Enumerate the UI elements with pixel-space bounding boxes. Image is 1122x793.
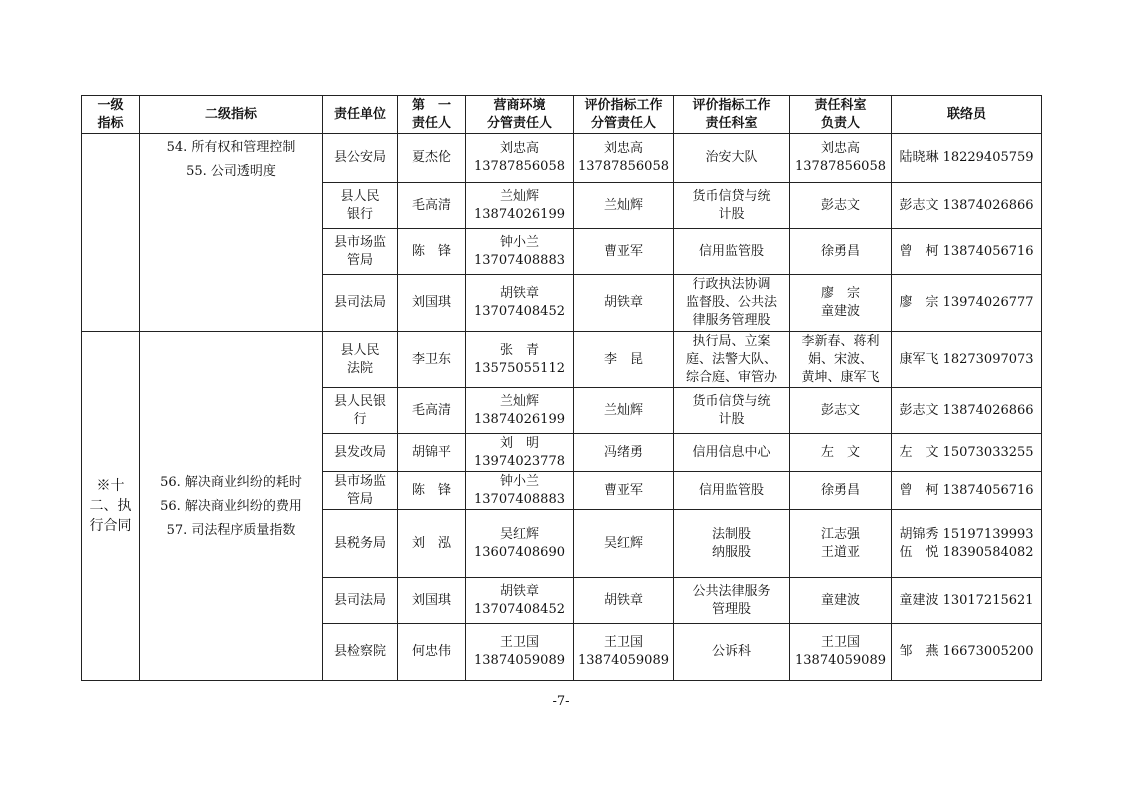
cell-env-manager: 吴红辉 13607408690 [466, 510, 574, 578]
cell-indicator-manager: 胡铁章 [574, 578, 674, 624]
cell-indicator-manager: 刘忠高 13787856058 [574, 134, 674, 183]
cell-unit: 县人民 银行 [323, 183, 398, 229]
cell-unit: 县市场监 管局 [323, 472, 398, 510]
cell-unit: 县人民银 行 [323, 388, 398, 434]
header-env-manager: 营商环境 分管责任人 [466, 96, 574, 134]
header-liaison: 联络员 [892, 96, 1042, 134]
cell-env-manager: 兰灿辉 13874026199 [466, 183, 574, 229]
cell-first-person: 何忠伟 [398, 624, 466, 681]
cell-indicator-dept: 信用监管股 [674, 472, 790, 510]
responsibility-table [81, 95, 1042, 681]
cell-first-person: 李卫东 [398, 332, 466, 388]
cell-liaison: 曾 柯 13874056716 [892, 472, 1042, 510]
cell-indicator-manager: 李 昆 [574, 332, 674, 388]
cell-env-manager: 刘 明 13974023778 [466, 434, 574, 472]
cell-env-manager: 钟小兰 13707408883 [466, 472, 574, 510]
cell-dept-head: 王卫国 13874059089 [790, 624, 892, 681]
cell-first-person: 刘 泓 [398, 510, 466, 578]
cell-env-manager: 刘忠高 13787856058 [466, 134, 574, 183]
cell-indicator-dept: 信用信息中心 [674, 434, 790, 472]
cell-liaison: 胡锦秀 15197139993 伍 悦 18390584082 [892, 510, 1042, 578]
header-indicator-dept: 评价指标工作 责任科室 [674, 96, 790, 134]
cell-liaison: 童建波 13017215621 [892, 578, 1042, 624]
cell-liaison: 彭志文 13874026866 [892, 183, 1042, 229]
cell-first-person: 刘国琪 [398, 578, 466, 624]
cell-dept-head: 徐勇昌 [790, 229, 892, 275]
page-number: -7- [552, 694, 570, 709]
cell-first-person: 毛高清 [398, 183, 466, 229]
cell-unit: 县发改局 [323, 434, 398, 472]
cell-indicator-dept: 行政执法协调 监督股、公共法 律服务管理股 [674, 275, 790, 332]
cell-first-person: 陈 锋 [398, 472, 466, 510]
cell-env-manager: 张 青 13575055112 [466, 332, 574, 388]
cell-env-manager: 钟小兰 13707408883 [466, 229, 574, 275]
header-level2: 二级指标 [140, 96, 323, 134]
cell-first-person: 毛高清 [398, 388, 466, 434]
cell-dept-head: 彭志文 [790, 183, 892, 229]
header-indicator-manager: 评价指标工作 分管责任人 [574, 96, 674, 134]
cell-indicator-dept: 执行局、立案 庭、法警大队、 综合庭、审管办 [674, 332, 790, 388]
cell-dept-head: 李新春、蒋利 娟、宋波、 黄坤、康军飞 [790, 332, 892, 388]
table-row [82, 332, 1042, 388]
cell-dept-head: 江志强 王道亚 [790, 510, 892, 578]
cell-indicator-dept: 法制股 纳服股 [674, 510, 790, 578]
cell-env-manager: 兰灿辉 13874026199 [466, 388, 574, 434]
cell-unit: 县人民 法院 [323, 332, 398, 388]
cell-dept-head: 刘忠高 13787856058 [790, 134, 892, 183]
cell-first-person: 夏杰伦 [398, 134, 466, 183]
cell-liaison: 曾 柯 13874056716 [892, 229, 1042, 275]
header-unit: 责任单位 [323, 96, 398, 134]
cell-dept-head: 童建波 [790, 578, 892, 624]
cell-liaison: 康军飞 18273097073 [892, 332, 1042, 388]
cell-unit: 县税务局 [323, 510, 398, 578]
cell-first-person: 刘国琪 [398, 275, 466, 332]
table-row [82, 134, 1042, 183]
cell-indicator-manager: 吴红辉 [574, 510, 674, 578]
header-row [82, 96, 1042, 134]
cell-indicator-manager: 曹亚军 [574, 472, 674, 510]
cell-unit: 县检察院 [323, 624, 398, 681]
cell-indicator-manager: 曹亚军 [574, 229, 674, 275]
cell-indicator-dept: 货币信贷与统 计股 [674, 388, 790, 434]
cell-indicator-manager: 胡铁章 [574, 275, 674, 332]
cell-unit: 县公安局 [323, 134, 398, 183]
cell-env-manager: 王卫国 13874059089 [466, 624, 574, 681]
cell-indicator-dept: 信用监管股 [674, 229, 790, 275]
cell-indicator-manager: 兰灿辉 [574, 388, 674, 434]
cell-indicator-manager: 兰灿辉 [574, 183, 674, 229]
cell-liaison: 廖 宗 13974026777 [892, 275, 1042, 332]
cell-dept-head: 左 文 [790, 434, 892, 472]
cell-liaison: 陆晓琳 18229405759 [892, 134, 1042, 183]
cell-level1 [82, 134, 140, 332]
cell-first-person: 胡锦平 [398, 434, 466, 472]
cell-unit: 县司法局 [323, 275, 398, 332]
cell-unit: 县司法局 [323, 578, 398, 624]
cell-indicator-dept: 公诉科 [674, 624, 790, 681]
cell-level2: 56. 解决商业纠纷的耗时 56. 解决商业纠纷的费用 57. 司法程序质量指数 [140, 332, 323, 681]
cell-env-manager: 胡铁章 13707408452 [466, 275, 574, 332]
cell-indicator-dept: 治安大队 [674, 134, 790, 183]
cell-indicator-manager: 王卫国 13874059089 [574, 624, 674, 681]
cell-level2: 54. 所有权和管理控制 55. 公司透明度 [140, 134, 323, 332]
cell-env-manager: 胡铁章 13707408452 [466, 578, 574, 624]
cell-unit: 县市场监 管局 [323, 229, 398, 275]
cell-dept-head: 彭志文 [790, 388, 892, 434]
header-first-person: 第 一 责任人 [398, 96, 466, 134]
cell-indicator-dept: 货币信贷与统 计股 [674, 183, 790, 229]
cell-indicator-dept: 公共法律服务 管理股 [674, 578, 790, 624]
cell-liaison: 彭志文 13874026866 [892, 388, 1042, 434]
table-body [82, 134, 1042, 681]
cell-indicator-manager: 冯绪勇 [574, 434, 674, 472]
header-dept-head: 责任科室 负责人 [790, 96, 892, 134]
cell-dept-head: 廖 宗 童建波 [790, 275, 892, 332]
cell-dept-head: 徐勇昌 [790, 472, 892, 510]
cell-first-person: 陈 锋 [398, 229, 466, 275]
cell-liaison: 左 文 15073033255 [892, 434, 1042, 472]
cell-liaison: 邹 燕 16673005200 [892, 624, 1042, 681]
header-level1: 一级 指标 [82, 96, 140, 134]
cell-level1: ※十 二、执 行合同 [82, 332, 140, 681]
